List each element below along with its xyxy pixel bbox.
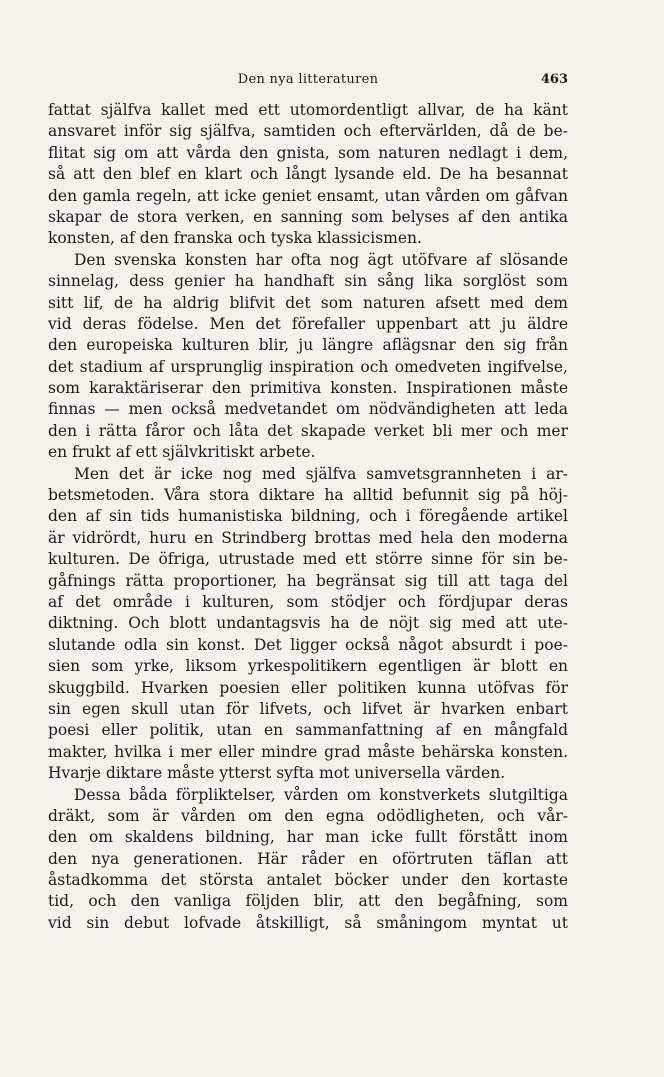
text-line: är vidrördt, huru en Strindberg brottas med hela den moderna xyxy=(48,528,568,547)
text-line: den nya generationen. Här råder en oförtruten täflan att xyxy=(48,849,568,868)
text-line: sien som yrke, liksom yrkespolitikern egentligen är blott en xyxy=(48,657,568,676)
text-line: tid, och den vanliga följden blir, att den begåfning, som xyxy=(48,892,568,911)
text-line: den gamla regeln, att icke geniet ensamt, utan vården om gåfvan xyxy=(48,186,568,205)
text-line: poesi eller politik, utan en sammanfattning af en mångfald xyxy=(48,721,568,740)
text-line: Men det är icke nog med själfva samvetsgrannheten i ar- xyxy=(74,464,568,483)
running-title: Den nya litteraturen xyxy=(237,72,379,87)
text-line: slutande odla sin konst. Det ligger också något absurdt i poe- xyxy=(48,635,568,654)
page-header xyxy=(48,72,568,92)
text-line: af det område i kulturen, som stödjer och fördjupar deras xyxy=(48,592,568,611)
text-line: ansvaret inför sig själfva, samtiden och eftervärlden, då de be- xyxy=(48,122,568,141)
text-line: den af sin tids humanistiska bildning, och i föregående artikel xyxy=(48,507,568,526)
text-line: flitat sig om att vårda den gnista, som naturen nedlagt i dem, xyxy=(48,143,568,162)
text-line: makter, hvilka i mer eller mindre grad måste behärska konsten. xyxy=(48,742,568,761)
text-line: finnas — men också medvetandet om nödvändigheten att leda xyxy=(48,400,568,419)
text-line: en frukt af ett självkritiskt arbete. xyxy=(48,443,316,462)
text-line: det stadium af ursprunglig inspiration och omedveten ingifvelse, xyxy=(48,357,568,376)
text-line: sitt lif, de ha aldrig blifvit det som naturen afsett med dem xyxy=(48,293,568,312)
text-line: dräkt, som är vården om den egna odödligheten, och vår- xyxy=(48,806,568,825)
text-line: skuggbild. Hvarken poesien eller politiken kunna utöfvas för xyxy=(48,678,568,697)
page-number: 463 xyxy=(540,72,568,87)
text-line: Hvarje diktare måste ytterst syfta mot universella värden. xyxy=(48,764,506,783)
body-text xyxy=(48,100,568,934)
text-line: skapar de stora verken, en sanning som belyses af den antika xyxy=(48,207,568,226)
text-line: Dessa båda förpliktelser, vården om konstverkets slutgiltiga xyxy=(74,785,568,804)
text-line: den om skaldens bildning, har man icke fullt förstått inom xyxy=(48,828,568,847)
text-line: åstadkomma det största antalet böcker under den kortaste xyxy=(48,871,568,890)
text-line: så att den blef en klart och långt lysande eld. De ha besannat xyxy=(48,165,568,184)
text-line: vid deras födelse. Men det förefaller uppenbart att ju äldre xyxy=(48,314,568,333)
text-line: den europeiska kulturen blir, ju längre aflägsnar den sig från xyxy=(48,336,568,355)
text-line: som karaktäriserar den primitiva konsten. Inspirationen måste xyxy=(48,379,568,398)
text-line: diktning. Och blott undantagsvis ha de nöjt sig med att ute- xyxy=(48,614,568,633)
text-line: vid sin debut lofvade åtskilligt, så småningom myntat ut xyxy=(48,913,568,932)
text-line: Den svenska konsten har ofta nog ägt utöfvare af slösande xyxy=(74,250,568,269)
text-line: sinnelag, dess genier ha handhaft sin sång lika sorglöst som xyxy=(48,272,568,291)
text-line: betsmetoden. Våra stora diktare ha alltid befunnit sig på höj- xyxy=(48,486,568,505)
text-line: sin egen skull utan för lifvets, och lifvet är hvarken enbart xyxy=(48,699,568,718)
text-line: kulturen. De öfriga, utrustade med ett större sinne för sin be- xyxy=(48,550,568,569)
text-line: fattat själfva kallet med ett utomordentligt allvar, de ha känt xyxy=(48,101,568,119)
text-line: konsten, af den franska och tyska klassicismen. xyxy=(48,229,422,248)
text-line: gåfnings rätta proportioner, ha begränsat sig till att taga del xyxy=(48,571,568,590)
text-line: den i rätta fåror och låta det skapade verket bli mer och mer xyxy=(48,421,568,440)
